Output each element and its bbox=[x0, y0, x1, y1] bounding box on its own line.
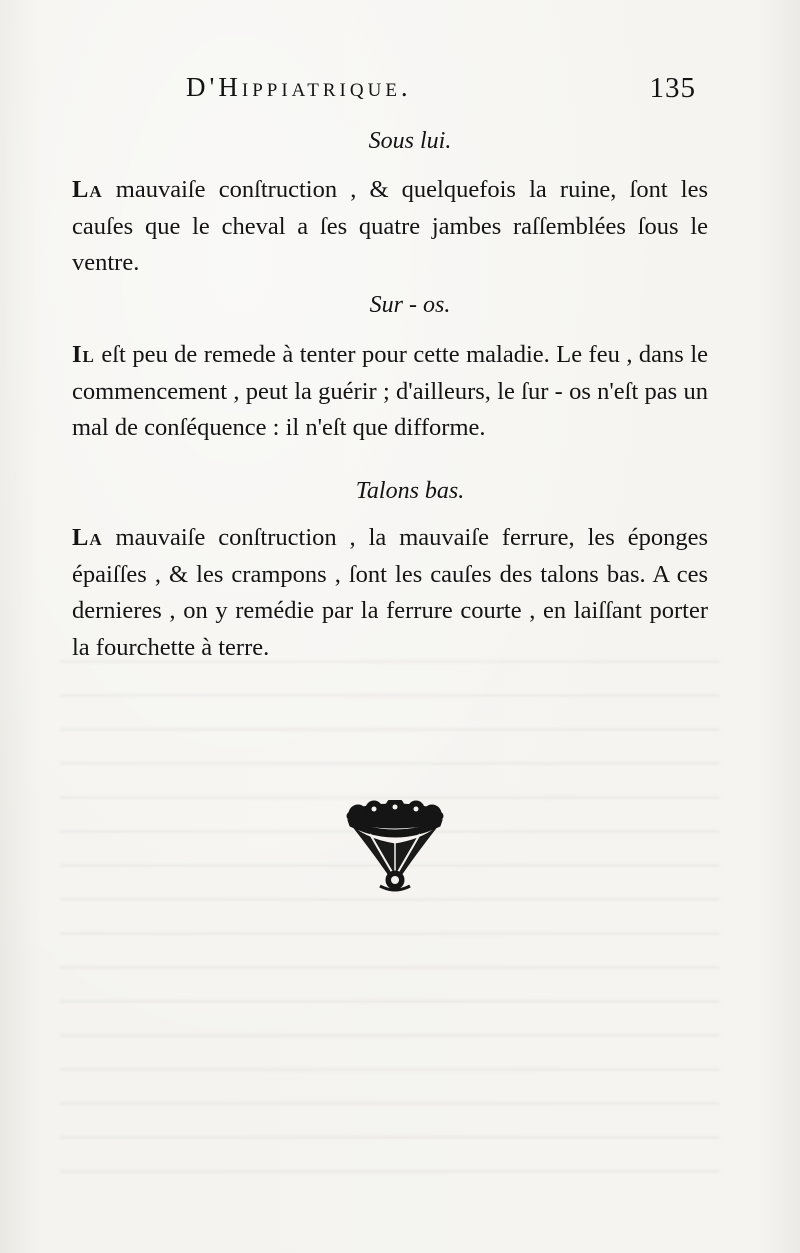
paragraph-sous-lui bbox=[72, 172, 708, 282]
paragraph-talons-bas bbox=[72, 520, 708, 666]
page-number: 135 bbox=[649, 72, 696, 104]
paragraph-lead: Il bbox=[72, 341, 95, 368]
section-heading-sous-lui: Sous lui. bbox=[368, 128, 452, 154]
section-heading-sur-os: Sur - os. bbox=[369, 292, 451, 318]
paragraph-sur-os bbox=[72, 337, 708, 447]
paragraph-body: eſt peu de remede à tenter pour cette maladie. Le feu , dans le commencement , peut la guérir ; d'ailleurs, le ſur - os n'eſt pas un mal de conſéquence : il n'eſt que difforme. bbox=[72, 341, 708, 441]
show-through-text bbox=[60, 660, 720, 1180]
paragraph-lead: La bbox=[72, 524, 103, 551]
running-title: D'Hippiatrique. bbox=[186, 72, 412, 102]
basket-of-flowers-fleuron-icon bbox=[340, 800, 450, 895]
paragraph-lead: La bbox=[72, 176, 103, 203]
section-heading-talons-bas: Talons bas. bbox=[355, 478, 465, 504]
paragraph-body: mauvaiſe conſtruction , & quelquefois la ruine, ſont les cauſes que le cheval a ſes quatre jambes raſſemblées ſous le ventre. bbox=[72, 176, 708, 276]
page-header bbox=[186, 72, 706, 112]
paragraph-body: mauvaiſe conſtruction , la mauvaiſe ferrure, les éponges épaiſſes , & les crampons , ſont les cauſes des talons bas. A ces dernieres , on y remédie par la ferrure courte , en laiſſant porter la fourchette à terre. bbox=[72, 524, 708, 661]
